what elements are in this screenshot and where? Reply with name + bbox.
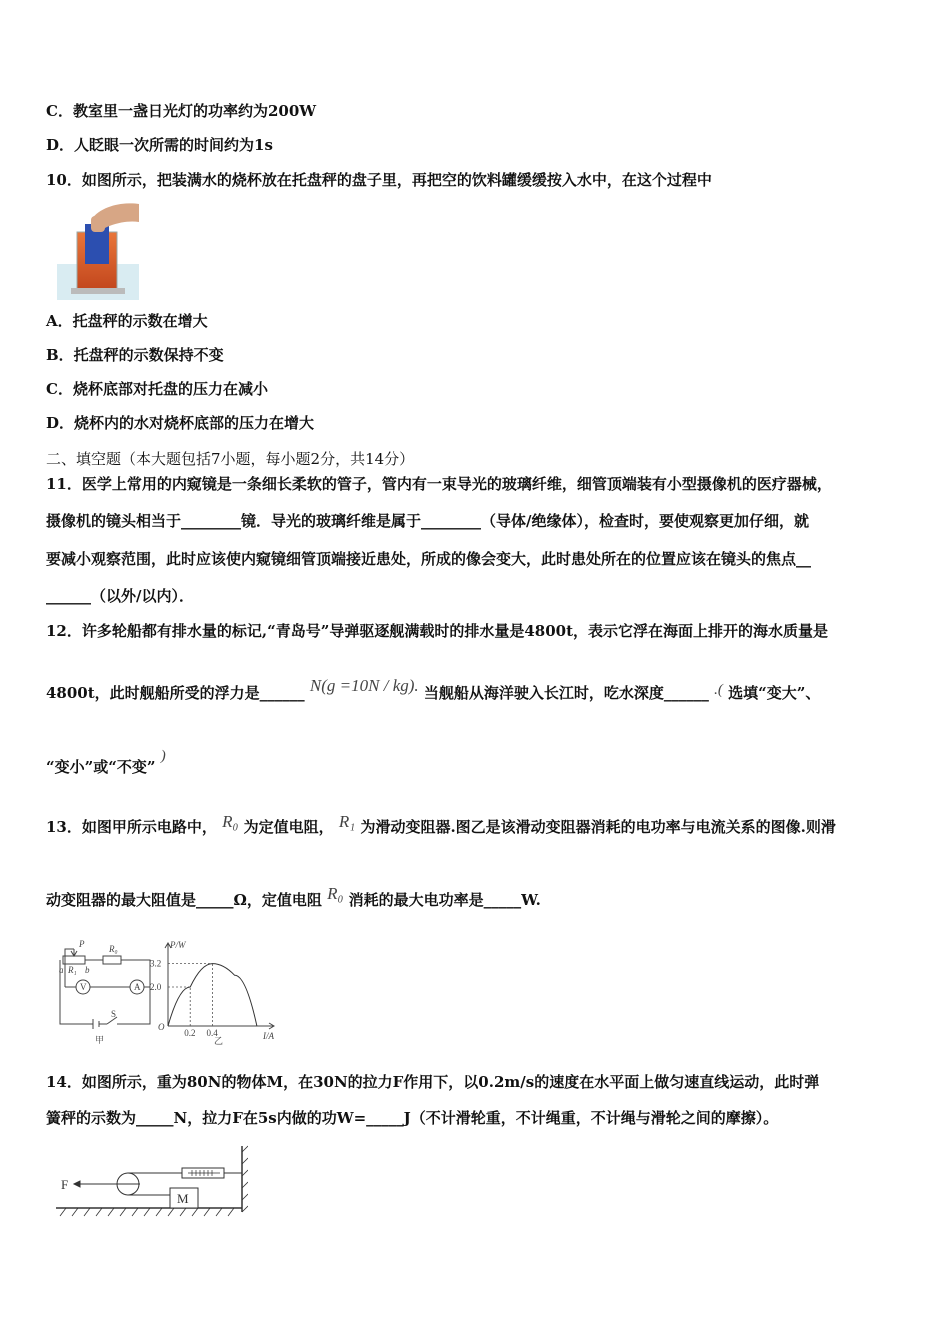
q13-line-1a: 13．如图甲所示电路中，: [46, 818, 217, 836]
label-r0: R₀: [109, 944, 118, 954]
q12-line-3: [46, 748, 166, 778]
q13-line-1b: 为定值电阻，: [243, 818, 334, 836]
q13-line-2: [46, 884, 541, 910]
q12-line-3-text: “变小”或“不变”: [46, 758, 156, 776]
pulley-diagram: [52, 1142, 248, 1218]
y-tick-label-0: 2.0: [150, 982, 162, 992]
q9-option-d: D．人眨眼一次所需的时间约为1s: [46, 136, 273, 154]
label-a: a: [59, 965, 64, 975]
caption-jia: 甲: [95, 1035, 105, 1045]
q11-line-2: 摄像机的镜头相当于________镜．导光的玻璃纤维是属于________（导体/绝缘体），检查时，要使观察更加仔细，就: [46, 512, 809, 530]
q12-line-2c: 选填“变大”、: [728, 684, 821, 702]
q13-line-1c: 为滑动变阻器.图乙是该滑动变阻器消耗的电功率与电流关系的图像.则滑: [360, 818, 836, 836]
q12-paren-open: .(: [714, 682, 723, 698]
q12-line-2a: 4800t，此时舰船所受的浮力是______: [46, 684, 305, 702]
q10-option-c: C．烧杯底部对托盘的压力在减小: [46, 380, 268, 398]
q10-stem: 10．如图所示，把装满水的烧杯放在托盘秤的盘子里，再把空的饮料罐缓缓按入水中，在这个过程中: [46, 171, 712, 189]
y-tick-label-1: 3.2: [150, 958, 162, 969]
ammeter-label: A: [134, 982, 141, 992]
q10-option-b: B．托盘秤的示数保持不变: [46, 346, 224, 364]
q12-formula: N(g =10N / kg).: [309, 676, 419, 695]
x-axis-label: I/A: [263, 1031, 274, 1041]
q11-line-3: 要减小观察范围，此时应该使内窥镜细管顶端接近患处，所成的像会变大，此时患处所在的位置应该在镜头的焦点__: [46, 550, 812, 568]
r1-symbol: R₁: [338, 812, 356, 831]
block-label: M: [177, 1191, 189, 1206]
label-b: b: [85, 965, 90, 975]
q9-option-c: C．教室里一盏日光灯的功率约为200W: [46, 102, 317, 120]
q13-line-1: [46, 812, 836, 837]
label-p: P: [79, 939, 85, 949]
q12-line-1: 12．许多轮船都有排水量的标记,“青岛号”导弹驱逐舰满载时的排水量是4800t，表示它浮在海面上排开的海水质量是: [46, 622, 829, 640]
x-tick-label-1: 0.4: [206, 1028, 218, 1038]
q14-line-1: 14．如图所示，重为80N的物体M，在30N的拉力F作用下，以0.2m/s的速度在水平面上做匀速直线运动，此时弹: [46, 1073, 820, 1091]
q10-option-d: D．烧杯内的水对烧杯底部的压力在增大: [46, 414, 315, 432]
q11-line-4: ______（以外/以内）．: [46, 587, 194, 605]
label-r1: R₁: [68, 965, 77, 975]
r0-symbol: R₀: [222, 812, 239, 831]
y-axis-label: P/W: [170, 940, 186, 950]
q12-line-2: [46, 676, 821, 704]
power-current-chart: [150, 938, 285, 1046]
q12-paren-close: ): [160, 748, 166, 764]
q10-option-a: A．托盘秤的示数在增大: [46, 312, 208, 330]
x-tick-label-0: 0.2: [184, 1028, 196, 1038]
caption-yi: 乙: [214, 1036, 224, 1046]
switch-label: S: [111, 1009, 117, 1019]
origin-label: O: [158, 1022, 165, 1032]
q13-line-2a: 动变阻器的最大阻值是_____Ω，定值电阻: [46, 891, 322, 909]
force-label: F: [61, 1177, 69, 1192]
circuit-diagram: [55, 937, 155, 1047]
q13-line-2b: 消耗的最大电功率是_____W.: [348, 891, 541, 909]
beaker-photo: [57, 202, 139, 300]
q12-line-2b: 当舰船从海洋驶入长江时，吃水深度______: [423, 684, 709, 702]
q11-line-1: 11．医学上常用的内窥镜是一条细长柔软的管子，管内有一束导光的玻璃纤维，细管顶端装有小型摄像机的医疗器械，: [46, 475, 832, 493]
section-heading: 二、填空题（本大题包括7小题，每小题2分，共14分）: [46, 450, 415, 468]
r0-symbol-2: R₀: [327, 884, 344, 903]
voltmeter-label: V: [80, 982, 87, 992]
q14-line-2: 簧秤的示数为_____N，拉力F在5s内做的功W=_____J（不计滑轮重，不计绳重，不计绳与滑轮之间的摩擦）。: [46, 1109, 779, 1127]
